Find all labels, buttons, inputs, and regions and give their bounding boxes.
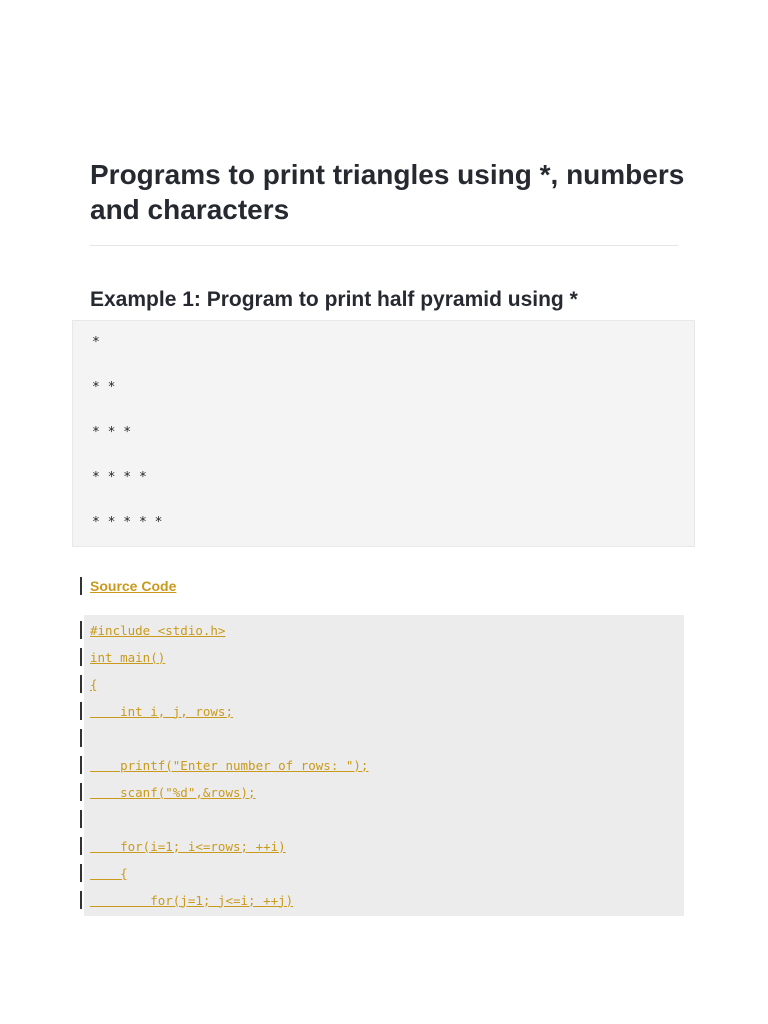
example-heading: Example 1: Program to print half pyramid using * <box>90 288 578 311</box>
cursor-bar-icon <box>80 621 82 639</box>
source-code-label-row <box>80 576 176 596</box>
code-line-text[interactable]: { <box>90 676 98 692</box>
code-line <box>80 836 286 856</box>
page-title: Programs to print triangles using *, numbers and characters <box>90 159 685 225</box>
cursor-bar-icon <box>80 783 82 801</box>
code-line <box>80 809 90 829</box>
cursor-bar-icon <box>80 675 82 693</box>
code-line <box>80 674 98 694</box>
code-line <box>80 863 128 883</box>
code-line-text[interactable]: { <box>90 865 128 881</box>
cursor-bar-icon <box>80 864 82 882</box>
code-line-text[interactable]: for(i=1; i<=rows; ++i) <box>90 838 286 854</box>
source-code-link[interactable]: Source Code <box>90 578 177 594</box>
code-line <box>80 782 256 802</box>
cursor-bar-icon <box>80 702 82 720</box>
code-line <box>80 701 233 721</box>
code-line-text[interactable]: int i, j, rows; <box>90 703 233 719</box>
cursor-bar-icon <box>80 810 82 828</box>
code-line-text[interactable]: for(j=1; j<=i; ++j) <box>90 892 294 908</box>
output-line: * * * * * <box>92 515 163 530</box>
output-line: * * * <box>92 425 132 440</box>
code-line-text[interactable]: int main() <box>90 649 166 665</box>
code-line <box>80 890 293 910</box>
output-line: * <box>92 335 100 350</box>
code-line <box>80 728 90 748</box>
code-line-text[interactable]: printf("Enter number of rows: "); <box>90 757 369 773</box>
cursor-bar-icon <box>80 756 82 774</box>
cursor-bar-icon <box>80 577 82 595</box>
code-line <box>80 755 368 775</box>
code-line-text[interactable]: scanf("%d",&rows); <box>90 784 256 800</box>
output-line: * * * * <box>92 470 147 485</box>
output-box <box>72 320 695 547</box>
output-line: * * <box>92 380 116 395</box>
title-divider <box>90 245 678 246</box>
code-line-text[interactable]: #include <stdio.h> <box>90 622 226 638</box>
cursor-bar-icon <box>80 891 82 909</box>
cursor-bar-icon <box>80 648 82 666</box>
code-line <box>80 647 165 667</box>
cursor-bar-icon <box>80 837 82 855</box>
cursor-bar-icon <box>80 729 82 747</box>
code-line <box>80 620 225 640</box>
